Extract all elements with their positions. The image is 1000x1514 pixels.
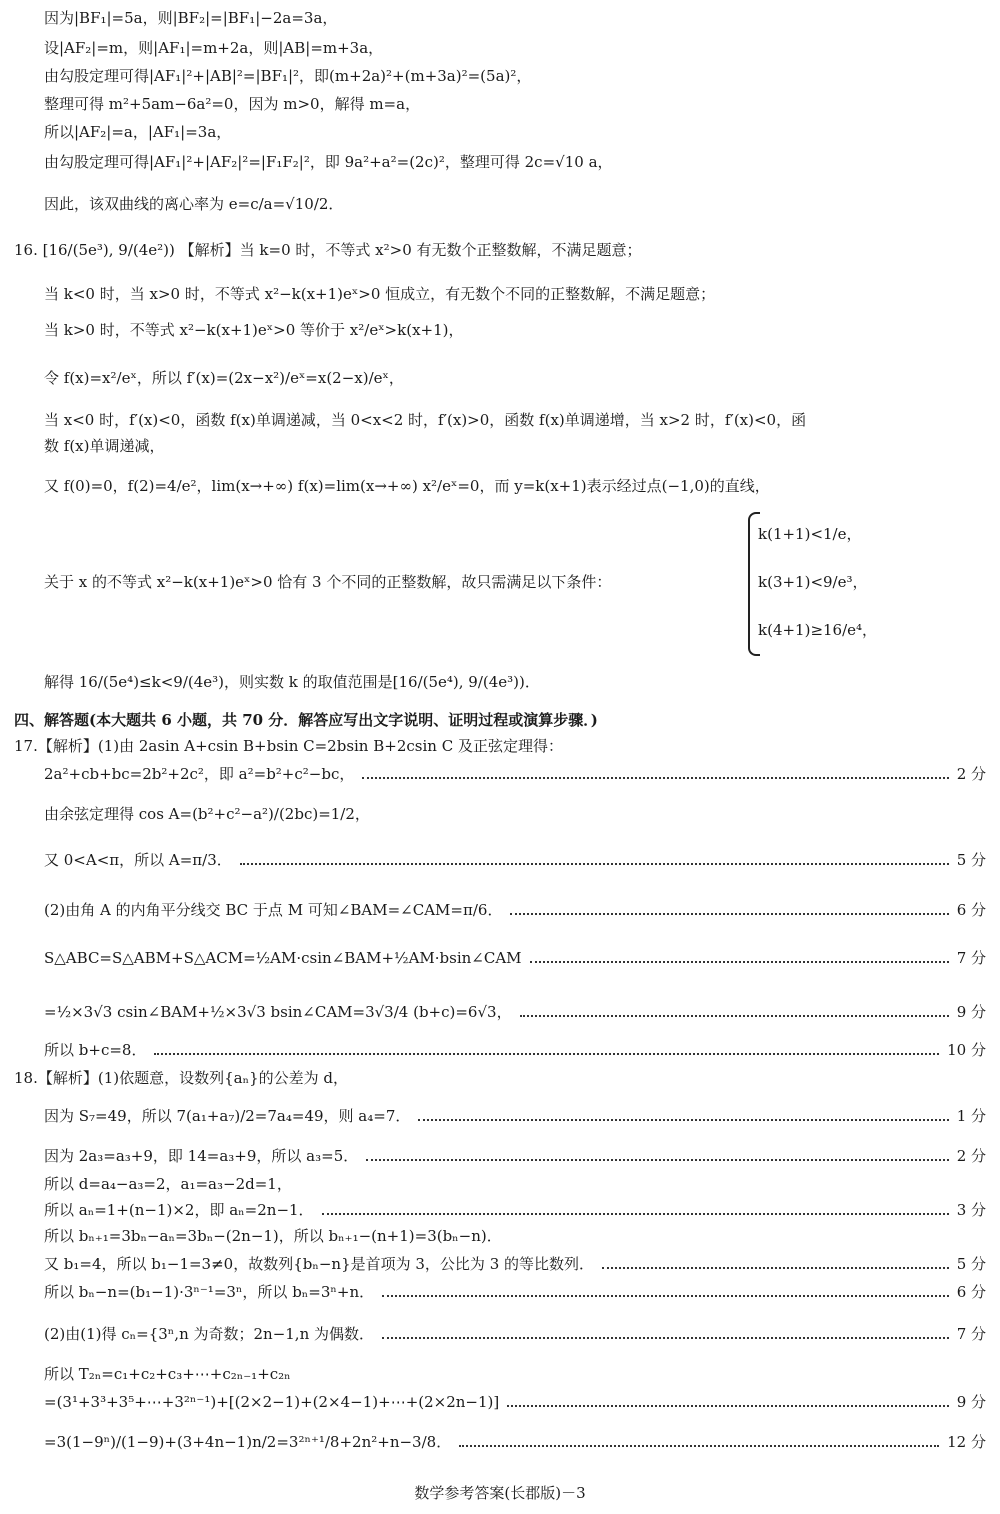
score-label: 5 分 <box>956 851 986 869</box>
scored-line-text: S△ABC=S△ABM+S△ACM=½AM·csin∠BAM+½AM·bsin∠CAM <box>44 949 522 967</box>
solution-line: 整理可得 m²+5am−6a²=0，因为 m>0，解得 m=a， <box>44 95 421 113</box>
scored-line <box>44 1146 986 1166</box>
scored-line-text: 因为 S₇=49，所以 7(a₁+a₇)/2=7a₄=49，则 a₄=7． <box>44 1107 411 1125</box>
solution-line: 由勾股定理可得|AF₁|²+|AB|²=|BF₁|²，即(m+2a)²+(m+3a)²=(5a)²， <box>44 67 532 85</box>
scored-line-text: 因为 2a₃=a₃+9，即 14=a₃+9，所以 a₃=5． <box>44 1147 359 1165</box>
solution-line: k(1+1)<1/e， <box>758 525 862 543</box>
scored-line-text: =3(1−9ⁿ)/(1−9)+(3+4n−1)n/2=3²ⁿ⁺¹/8+2n²+n−3/8． <box>44 1433 452 1451</box>
solution-line: 解得 16/(5e⁴)≤k<9/(4e³)，则实数 k 的取值范围是[16/(5e⁴), 9/(4e³))． <box>44 673 540 691</box>
score-label: 12 分 <box>947 1433 986 1451</box>
dot-leader <box>366 1159 948 1161</box>
dot-leader <box>382 1295 949 1297</box>
solution-line: 当 k>0 时，不等式 x²−k(x+1)eˣ>0 等价于 x²/eˣ>k(x+1)， <box>44 321 464 339</box>
solution-line: 关于 x 的不等式 x²−k(x+1)eˣ>0 恰有 3 个不同的正整数解，故只需满足以下条件： <box>44 573 612 591</box>
scored-line <box>44 1392 986 1412</box>
scored-line <box>44 900 986 920</box>
score-label: 3 分 <box>956 1201 986 1219</box>
score-label: 5 分 <box>956 1255 986 1273</box>
solution-line: 当 x<0 时，f′(x)<0，函数 f(x)单调递减，当 0<x<2 时，f′(x)>0，函数 f(x)单调递增，当 x>2 时，f′(x)<0，函 <box>44 411 807 429</box>
dot-leader <box>418 1119 948 1121</box>
scored-line <box>44 1106 986 1126</box>
solution-line: 当 k<0 时，当 x>0 时，不等式 x²−k(x+1)eˣ>0 恒成立，有无数个不同的正整数解，不满足题意； <box>44 285 716 303</box>
scored-line-text: (2)由(1)得 cₙ={3ⁿ,n 为奇数；2n−1,n 为偶数． <box>44 1325 375 1343</box>
dot-leader <box>240 863 949 865</box>
solution-line: k(4+1)≥16/e⁴， <box>758 621 878 639</box>
dot-leader <box>507 1405 948 1407</box>
scored-line-text: 所以 b+c=8． <box>44 1041 147 1059</box>
solution-line: 由余弦定理得 cos A=(b²+c²−a²)/(2bc)=1/2， <box>44 805 370 823</box>
condition-brace <box>748 512 760 656</box>
scored-line-text: 又 0<A<π，所以 A=π/3． <box>44 851 232 869</box>
score-label: 2 分 <box>956 1147 986 1165</box>
solution-line: 18.【解析】(1)依题意，设数列{aₙ}的公差为 d， <box>14 1069 348 1087</box>
scored-line-text: 所以 bₙ₊₁=3bₙ−aₙ=3bₙ−(2n−1)，所以 bₙ₊₁−(n+1)=3(bₙ−n)． <box>44 1227 502 1245</box>
dot-leader <box>154 1053 939 1055</box>
dot-leader <box>530 961 949 963</box>
solution-line: 又 f(0)=0，f(2)=4/e²，lim(x→+∞) f(x)=lim(x→+∞) x²/eˣ=0，而 y=k(x+1)表示经过点(−1,0)的直线， <box>44 477 770 495</box>
solution-line: k(3+1)<9/e³， <box>758 573 868 591</box>
scored-line <box>44 1002 986 1022</box>
solution-line: 数 f(x)单调递减， <box>44 437 165 455</box>
solution-line: 所以 T₂ₙ=c₁+c₂+c₃+⋯+c₂ₙ₋₁+c₂ₙ <box>44 1365 291 1383</box>
dot-leader <box>459 1445 939 1447</box>
solution-line: 因为|BF₁|=5a，则|BF₂|=|BF₁|−2a=3a， <box>44 9 338 27</box>
scored-line-text: 所以 aₙ=1+(n−1)×2，即 aₙ=2n−1． <box>44 1201 314 1219</box>
scored-line-text: (2)由角 A 的内角平分线交 BC 于点 M 可知∠BAM=∠CAM=π/6． <box>44 901 503 919</box>
scored-line-text: =(3¹+3³+3⁵+⋯+3²ⁿ⁻¹)+[(2×2−1)+(2×4−1)+⋯+(2×2n−1)] <box>44 1393 500 1411</box>
solution-line: 所以 d=a₄−a₃=2，a₁=a₃−2d=1， <box>44 1175 292 1193</box>
solution-line: 16. [16/(5e³), 9/(4e²)) 【解析】当 k=0 时，不等式 x²>0 有无数个正整数解，不满足题意； <box>14 241 642 259</box>
scored-line-text: 所以 bₙ−n=(b₁−1)·3ⁿ⁻¹=3ⁿ，所以 bₙ=3ⁿ+n． <box>44 1283 375 1301</box>
scored-line <box>44 1226 986 1246</box>
dot-leader <box>322 1213 949 1215</box>
scored-line <box>44 1200 986 1220</box>
solution-line: 所以|AF₂|=a，|AF₁|=3a， <box>44 123 232 141</box>
scored-line-text: 又 b₁=4，所以 b₁−1=3≠0，故数列{bₙ−n}是首项为 3，公比为 3 的等比数列． <box>44 1255 595 1273</box>
scored-line <box>44 948 986 968</box>
scored-line <box>44 1040 986 1060</box>
page-footer: 数学参考答案(长郡版)－3 <box>414 1484 586 1502</box>
scored-line <box>44 850 986 870</box>
solution-line: 令 f(x)=x²/eˣ，所以 f′(x)=(2x−x²)/eˣ=x(2−x)/eˣ， <box>44 369 404 387</box>
scored-line <box>44 1282 986 1302</box>
dot-leader <box>362 777 948 779</box>
score-label: 10 分 <box>947 1041 986 1059</box>
scored-line-text: =½×3√3 csin∠BAM+½×3√3 bsin∠CAM=3√3/4 (b+c)=6√3， <box>44 1003 512 1021</box>
solution-line: 17.【解析】(1)由 2asin A+csin B+bsin C=2bsin B+2csin C 及正弦定理得： <box>14 737 563 755</box>
solution-line: 设|AF₂|=m，则|AF₁|=m+2a，则|AB|=m+3a， <box>44 39 384 57</box>
score-label: 6 分 <box>956 901 986 919</box>
score-label: 9 分 <box>956 1393 986 1411</box>
solution-line: 四、解答题(本大题共 6 小题，共 70 分．解答应写出文字说明、证明过程或演算步骤．) <box>14 711 598 729</box>
dot-leader <box>520 1015 949 1017</box>
score-label: 2 分 <box>956 765 986 783</box>
scored-line <box>44 764 986 784</box>
scored-line <box>44 1324 986 1344</box>
solution-line: 因此，该双曲线的离心率为 e=c/a=√10/2． <box>44 195 344 213</box>
dot-leader <box>510 913 948 915</box>
solution-line: 由勾股定理可得|AF₁|²+|AF₂|²=|F₁F₂|²，即 9a²+a²=(2c)²，整理可得 2c=√10 a， <box>44 153 613 171</box>
score-label: 7 分 <box>956 949 986 967</box>
dot-leader <box>602 1267 949 1269</box>
dot-leader <box>382 1337 949 1339</box>
score-label: 9 分 <box>956 1003 986 1021</box>
score-label: 6 分 <box>956 1283 986 1301</box>
scored-line <box>44 1432 986 1452</box>
score-label: 1 分 <box>956 1107 986 1125</box>
scored-line <box>44 1254 986 1274</box>
score-label: 7 分 <box>956 1325 986 1343</box>
scored-line-text: 2a²+cb+bc=2b²+2c²，即 a²=b²+c²−bc， <box>44 765 355 783</box>
